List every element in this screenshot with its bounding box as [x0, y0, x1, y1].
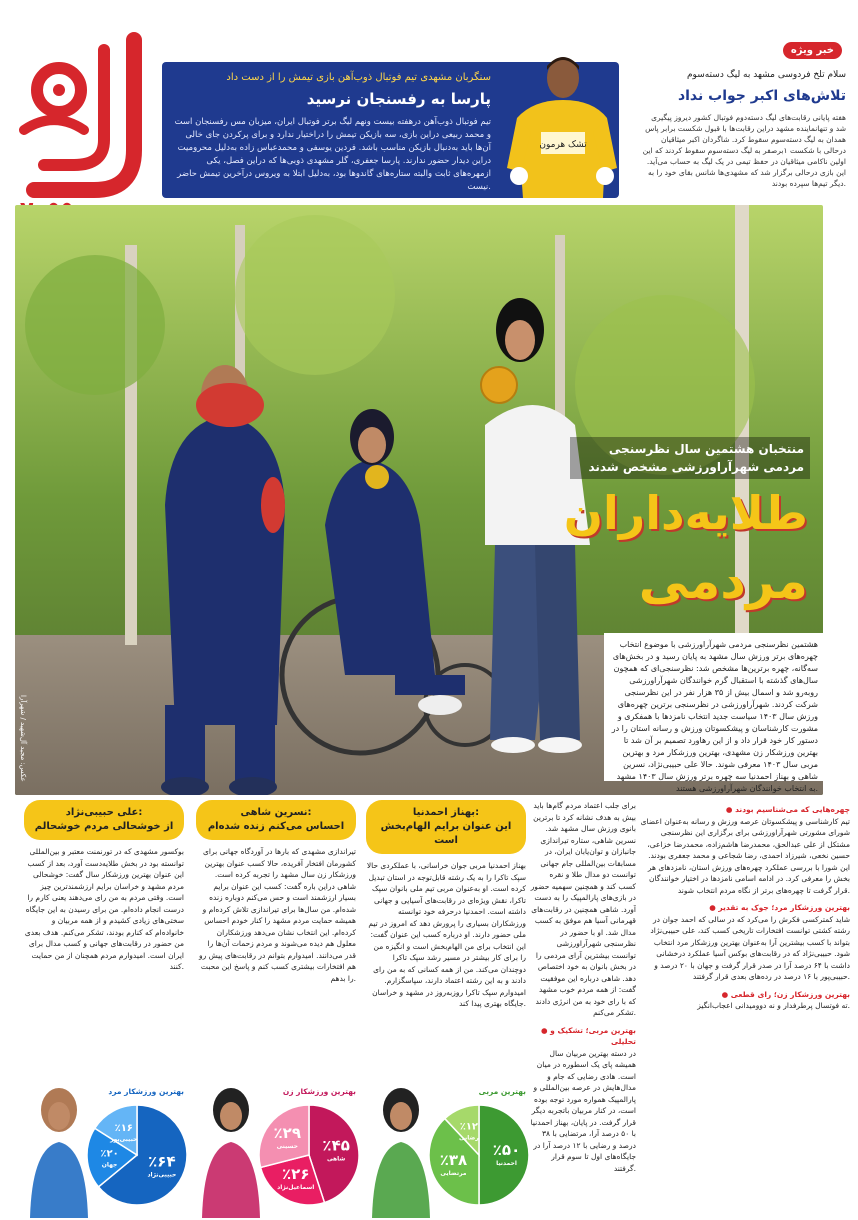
- top-story-title[interactable]: پارسا به رفسنجان نرسید: [306, 90, 491, 108]
- middle-column: [530, 800, 636, 1218]
- profile-quote: احساس می‌کنم زنده شده‌ام: [207, 821, 345, 832]
- hero-kicker: منتخبان هشتمین سال نظرسنجی مردمی شهرآراورزشی مشخص شدند: [570, 437, 810, 479]
- chart-title: بهترین ورزشکار زن: [282, 1087, 356, 1096]
- profile-column: [196, 800, 356, 1218]
- middle-sub-heading: [530, 1025, 636, 1048]
- profile-name: بهناز احمدنیا:: [412, 807, 480, 818]
- photo-credit: عکس: مجید آل‌شهید / شهرآرا: [19, 695, 27, 782]
- sidebar-body: هفته پایانی رقابت‌های لیگ دسته‌دوم فوتبال کشور دیروز پیگیری شد و تنهانماینده مشهد دراین رقابت‌ها با قبول شکست برابر پاس همدان به لیگ دسته‌سوم سقوط کرد. شاگردان اکبر میثاقیان درحالی با شکست ۱برصفر به لیگ دسته‌سوم سقوط کردند که این اولین ناکامی میثاقیان در حفظ تیمی در یک لیگ به حساب می‌آید. این بازی درحالی برگزار شد که مشهدی‌ها شانس بقای خود را به دیگر تیم‌ها سپرده بودند.: [642, 113, 846, 188]
- right-body-2: شاید کمترکسی فکرش را می‌کرد که در سالی که احمد جوان در رشته کشتی توانست افتخارات تاریخی کسب کند، علی حبیبی‌نژاد بتواند با کسب بیشترین آرا به‌عنوان بهترین ورزشکار مرد انتخاب شود. حبیبی‌نژاد که در رقابت‌های بوکس آسیا عملکرد درخشانی داشت با ۶۴ درصد آرا در صدر قرار گرفت و جهان با ۲۰ درصد و حبیبی‌پور با ۱۶ درصد در رده‌های بعدی قرار گرفتند.: [650, 914, 850, 981]
- right-heading-3-text: بهترین ورزشکار زن؛ رای قطعی: [730, 989, 850, 999]
- slice-value-label: ٪۶۴: [148, 1152, 176, 1171]
- right-heading-3: [640, 989, 850, 1001]
- profile-quote: از خوشحالی مردم خوشحالم: [34, 821, 174, 832]
- top-story-body: تیم فوتبال ذوب‌آهن درهفته بیست ونهم لیگ برتر فوتبال ایران، میزبان مس رفسنجان است و محمد ربیعی دراین بازی، سه بازیکن تیمش را دراختیار ندارد و برای پرکردن جای خالی آن‌ها باید به‌دنبال بازیکن مناسب باشد. فردین یوسفی و محمدعباس زاده به‌دلیل محرومیت دراین دیدار حضور ندارند. پارسا جعفری، گلر مشهدی ذوبی‌ها که دراین فصل، یکی ازمهره‌های ثابت والبته ستاره‌های گاندوها بود، به‌دلیل ابتلا به ویروس درآخرین تیمش حاضر نیست.: [174, 117, 491, 192]
- profile-name: نسرین شاهی:: [240, 807, 312, 818]
- profile-heading[interactable]: [196, 800, 356, 840]
- bullet-icon: ●: [721, 989, 731, 999]
- middle-sub-body: در دسته بهترین مربیان سال همیشه پای یک اسطوره در میان است. هادی رضایی که جام و مدال‌هایش در عرصه بین‌المللی و پارالمپیک همواره مورد توجه بوده است، در کنار مربیان باتجربه دیگر قرار گرفت. در پایان، بهناز احمدنیا با ۵۰ درصد آرا، مرتضایی با ۳۸ درصد و رضایی با ۱۲ درصد آرا در جایگاه‌های اول تا سوم قرار گرفتند.: [530, 1048, 636, 1173]
- vote-chart: [424, 1100, 534, 1210]
- slice-name-label: مرتضایی: [440, 1170, 467, 1178]
- slice-name-label: رضایی: [458, 1134, 479, 1142]
- profile-column: [366, 800, 526, 1218]
- hero-intro: هشتمین نظرسنجی مردمی شهرآراورزشی با موضوع انتخاب چهره‌های برتر ورزش سال مشهد به پایان رسید و در بخش‌های سه‌گانه، چهره برترین‌ها مشخص شد: نظرسنجی‌ای که همچون سال‌های گذشته با استقبال گرم خوانندگان شهرآراورزشی روبه‌رو شد و اسمال بیش از ۳۵ هزار نفر در این نظرسنجی شرکت کردند. شهرآراورزشی در نظرسنجی برترین چهره‌های ورزش سال ۱۴۰۳ سیاست جدید انتخاب نامزدها با همفکری و مشورت کارشناسان و پیشکسوتان ورزش و رسانه استان را در دستور کار خود قرار داد و از این رهاورد تصمیم بر آن شد تا بهترین ورزشکار زن مشهدی، بهترین ورزشکار مرد و بهترین مربی سال ۱۴۰۳ معرفی شوند. حالا علی حبیبی‌نژاد، نسرین شاهی و بهناز احمدنیا سه چهره برتر ورزش سال ۱۴۰۳ مشهد به انتخاب خوانندگان شهرآراورزشی هستند.: [604, 633, 824, 781]
- hero-title-line2[interactable]: مردمی: [638, 552, 808, 610]
- bullet-icon: ●: [725, 805, 736, 814]
- sidebar-news[interactable]: [634, 40, 852, 200]
- boxer-figure: [165, 415, 285, 725]
- profile-body: بوکسور مشهدی که در تورنمنت معتبر و بین‌المللی توانسته بود در بخش طلایه‌دست آورد، بعد از کسب این عنوان بهترین ورزشکار سال گفت: خوشحالی مردم مشهد و خراسان برایم ارزشمندترین چیز است. وقتی مردم به من رای می‌دهند یعنی کارم را درست انجام داده‌ام. من برای رسیدن به این جایگاه سختی‌های زیادی کشیدم و از همه مربیان و خانواده‌ام که کنارم بودند، تشکر می‌کنم. هدف بعدی من حضور در رقابت‌های جهانی و کسب مدال برای ایران است. امیدوارم مردم همچنان از من حمایت کنند.: [24, 847, 184, 971]
- right-heading-2-text: بهترین ورزشکار مرد؛ جوک به تقدیر: [718, 903, 850, 912]
- takraw-ball: [481, 367, 517, 403]
- vote-chart: [82, 1100, 192, 1210]
- sidebar-tag: خبر ویژه: [783, 42, 842, 59]
- slice-name-label: جهان: [101, 1161, 118, 1169]
- profile-quote: این عنوان برایم الهام‌بخش است: [380, 821, 512, 846]
- shirt-sponsor: تشک هرمون: [539, 140, 587, 150]
- right-body-1: تیم کارشناسی و پیشکسوتان عرصه ورزش و رسانه به‌عنوان اعضای شورای مشورتی شهرآراورزشی برای برگزاری این نظرسنجی مشتکل از علی عبدالحق، محمدرضا هاشم‌زاده، محمدرضا خزاعی، حسین نخعی، شیرزاد احمدی، رضا شجاعی و محمد جعفری بودند. این شورا با بررسی عملکرد چهره‌های ورزش استان، نامزدهای هر بخش را معرفی کرد. در ادامه اسامی نامزدها در اختیار خوانندگان قرار گرفت تا چهره‌های برتر از نگاه مردم انتخاب شوند.: [640, 816, 850, 895]
- right-column: [640, 800, 850, 1218]
- slice-value-label: ٪۱۶: [114, 1122, 133, 1134]
- right-heading-1-text: چهره‌هایی که می‌شناسیم بودند: [735, 805, 850, 814]
- bullet-icon: ●: [709, 903, 719, 912]
- middle-body: برای جلب اعتماد مردم گام‌ها باید بیش به هدف نشانه کرد تا برترین بانوی ورزش سال مشهد شد. نسرین شاهی، ستاره تیراندازی جانبازان و توان‌یابان ایران، در مسابقات بین‌المللی جام جهانی توانست دو مدال طلا و نقره کسب کند و همچنین سهمیه حضور در بازی‌های پارالمپیک را به دست آورد. شاهی همچنین در رقابت‌های قهرمانی آسیا هم موفق به کسب مدال شد. او با حضور در نظرسنجی شهرآراورزشی توانست بیشترین آرای مردمی را در بخش بانوان به خود اختصاص دهد. شاهی درباره این موفقیت گفت: از همه مردم خوب مشهد که با رای خود به من انرژی دادند تشکر می‌کنم.: [530, 801, 636, 1017]
- slice-name-label: شاهی: [326, 1155, 346, 1163]
- profile-column: [24, 800, 184, 1218]
- slice-value-label: ٪۳۸: [439, 1151, 468, 1170]
- slice-value-label: ٪۴۵: [322, 1136, 350, 1155]
- profile-body: تیراندازی مشهدی که بارها در آوردگاه جهانی برای کشورمان افتخار آفریده، حالا کسب عنوان بهترین ورزشکار زن سال مشهد را تجربه کرده است. شاهی دراین باره گفت: کسب این عنوان برایم بسیار ارزشمند است و حس می‌کنم دوباره زنده شده‌ام. من سال‌ها برای تیراندازی تلاش کرده‌ام و همیشه حمایت مردم مشهد را کنار خودم احساس کرده‌ام. این انتخاب نشان می‌دهد ورزشکاران معلول هم دیده می‌شوند و مردم زحمات آن‌ها را قدر می‌دانند. امیدوارم بتوانم در رقابت‌های پیش رو هم افتخارات بیشتری کسب کنم و پاسخ این محبت را بدهم.: [198, 847, 356, 983]
- right-body-3: ته فوتسال پرطرفدار و نه دوومیدانی اعجاب‌انگیز.: [697, 1001, 850, 1010]
- middle-sub-heading-text: بهترین مربی؛ تشکیک و تحلیلی: [550, 1025, 636, 1046]
- profile-body: بهناز احمدنیا مربی جوان خراسانی، با عملکردی حالا سپک تاکرا را به یک رشته قابل‌توجه در استان تبدیل کرده است. او به‌عنوان مربی تیم ملی بانوان سپک تاکرا، نقش ویژه‌ای در رقابت‌های آسیایی و جهانی داشته است. احمدنیا درحرفه خود توانسته ورزشکاران بسیاری را پرورش دهد که امروز در تیم ملی حضور دارند. او درباره کسب این عنوان گفت: این انتخاب برای من الهام‌بخش است و انگیزه من را برای کار بیشتر در مسیر رشد سپک تاکرا دوچندان می‌کند. من از همه کسانی که به من رای دادند و به این رشته اعتماد دارند، سپاسگزارم. امیدوارم سپک تاکرا روزبه‌روز در مشهد و خراسان جایگاه بهتری پیدا کند.: [366, 861, 526, 1008]
- right-heading-2: [640, 902, 850, 914]
- chart-title: بهترین مربی: [478, 1087, 526, 1096]
- profile-name: علی حبیبی‌نژاد:: [65, 807, 143, 818]
- slice-name-label: احمدنیا: [496, 1160, 517, 1167]
- slice-value-label: ٪۱۲: [459, 1121, 479, 1133]
- slice-name-label: حسینی: [276, 1143, 298, 1151]
- sidebar-kicker: سلام تلخ فردوسی مشهد به لیگ دسته‌سوم: [686, 70, 846, 80]
- slice-name-label: حبیبی‌نژاد: [147, 1171, 177, 1179]
- top-story-kicker: سنگربان مشهدی تیم فوتبال ذوب‌آهن بازی تیمش را از دست داد: [226, 72, 491, 83]
- bullet-icon: ●: [541, 1025, 551, 1035]
- slice-value-label: ٪۲۰: [100, 1148, 119, 1160]
- slice-name-label: حبیبی‌پور: [110, 1135, 138, 1143]
- chart-title: بهترین ورزشکار مرد: [108, 1087, 184, 1096]
- slice-value-label: ٪۵۰: [492, 1141, 521, 1159]
- sidebar-title[interactable]: تلاش‌های اکبر جواب نداد: [677, 88, 846, 104]
- goalkeeper-photo: [503, 48, 621, 198]
- profile-heading[interactable]: [366, 800, 526, 854]
- logo-mark: [14, 30, 164, 200]
- slice-name-label: اسماعیل‌نژاد: [277, 1184, 315, 1192]
- slice-value-label: ٪۲۹: [273, 1124, 302, 1143]
- hero-title-line1[interactable]: طلایه‌داران: [563, 486, 808, 540]
- slice-value-label: ٪۲۶: [282, 1165, 310, 1184]
- vote-chart: [254, 1100, 364, 1210]
- profile-heading[interactable]: [24, 800, 184, 840]
- right-heading-1: [640, 804, 850, 816]
